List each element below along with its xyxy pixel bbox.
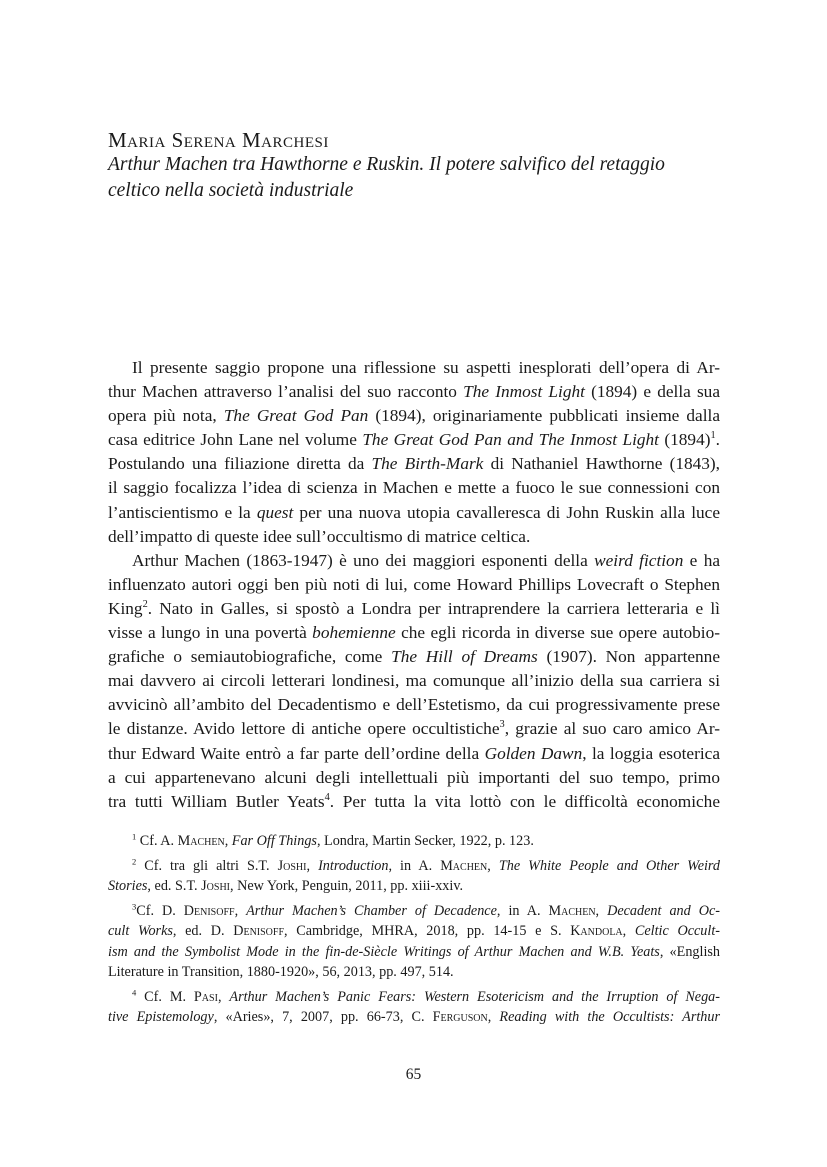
text-line: King$^2$. Nato in Galles, si spostò a Londra per intraprendere la carriera letteraria e lì xyxy=(108,598,720,618)
footnote-line: tive Epistemology, «Aries», 7, 2007, pp. 66-73, C. Ferguson, Reading with the Occultists: Arthur xyxy=(108,1009,720,1025)
footnote-line: $^3$Cf. D. Denisoff, Arthur Machen’s Chamber of Decadence, in A. Machen, Decadent and Oc- xyxy=(132,900,720,919)
text-line: avvicinò all’ambito del Decadentismo e dell’Estetismo, da cui progressivamente prese xyxy=(108,695,720,715)
footnotes xyxy=(108,831,720,1028)
text-line: thur Edward Waite entrò a far parte dell’ordine della Golden Dawn, la loggia esoterica xyxy=(108,743,720,763)
text-line: l’antiscientismo e la quest per una nuova utopia cavalleresca di John Ruskin alla luce xyxy=(108,502,720,522)
footnote-ref: 2 xyxy=(142,599,148,611)
text-line: Arthur Machen (1863-1947) è uno dei maggiori esponenti della weird fiction e ha xyxy=(132,550,721,570)
footnote-line: cult Works, ed. D. Denisoff, Cambridge, MHRA, 2018, pp. 14-15 e S. Kandola, Celtic Occult- xyxy=(108,923,720,939)
footnote-ref: 4 xyxy=(324,791,330,803)
chapter-title-line: Arthur Machen tra Hawthorne e Ruskin. Il potere salvifico del retaggio xyxy=(108,154,665,175)
text-line: casa editrice John Lane nel volume The Great God Pan and The Inmost Light $(1894)^1$. xyxy=(108,430,720,450)
text-line: opera più nota, The Great God Pan (1894), originariamente pubblicati insieme dalla xyxy=(108,406,720,426)
text-line: Postulando una filiazione diretta da The Birth-Mark di Nathaniel Hawthorne (1843), xyxy=(108,454,720,474)
text-line: a cui appartenevano alcuni degli intellettuali più importanti del suo tempo, primo xyxy=(108,767,720,787)
text-line: grafiche o semiautobiografiche, come The Hill of Dreams (1907). Non appartenne xyxy=(108,647,720,667)
footnote-line: ism and the Symbolist Mode in the fin-de-Siècle Writings of Arthur Machen and W.B. Yeats, «English xyxy=(108,943,721,960)
page-number: 65 xyxy=(405,1066,422,1083)
footnote-line: Stories, ed. S.T. Joshi, New York, Penguin, 2011, pp. xiii-xxiv. xyxy=(108,878,464,894)
chapter-title xyxy=(108,152,728,204)
chapter-author: Maria Serena Marchesi xyxy=(108,128,329,152)
footnote-line: $^4$ Cf. M. Pasi, Arthur Machen’s Panic Fears: Western Esotericism and the Irruption of Nega- xyxy=(132,986,721,1005)
text-line: thur Machen attraverso l’analisi del suo racconto The Inmost Light (1894) e della sua xyxy=(108,382,720,402)
text-line: mai davvero ai circoli letterari londinesi, ma comunque all’inizio della sua carriera si xyxy=(108,671,720,691)
text-line: tra tutti William Butler Yeats$^4$. Per tutta la vita lottò con le difficoltà economiche xyxy=(108,791,720,811)
footnote-line: $^1$ Cf. A. Machen, Far Off Things, Londra, Martin Secker, 1922, p. 123. xyxy=(132,831,534,849)
footnote-line: $^2$ Cf. tra gli altri S.T. Joshi, Introduction, in A. Machen, The White People and Other Weird xyxy=(132,855,721,874)
text-line: influenzato autori oggi ben più noti di lui, come Howard Phillips Lovecraft o Stephen xyxy=(108,574,720,594)
footnote-line: Literature in Transition, 1880-1920», 56, 2013, pp. 497, 514. xyxy=(108,964,454,980)
footnote-ref: 3 xyxy=(499,719,505,731)
text-line: visse a lungo in una povertà bohemienne che egli ricorda in diverse sue opere autobio- xyxy=(108,623,720,643)
footnote-ref: 1 xyxy=(710,430,716,442)
body-text xyxy=(108,356,720,814)
chapter-title-line: celtico nella società industriale xyxy=(108,180,354,201)
text-line: dell’impatto di queste idee sull’occultismo di matrice celtica. xyxy=(108,526,531,546)
text-line: Il presente saggio propone una riflessione su aspetti inesplorati dell’opera di Ar- xyxy=(132,358,720,377)
text-line: le distanze. Avido lettore di antiche opere occultistiche$^3$, grazie al suo caro amico Ar- xyxy=(108,719,720,739)
text-line: il saggio focalizza l’idea di scienza in Machen e mette a fuoco le sue connessioni con xyxy=(108,478,720,498)
